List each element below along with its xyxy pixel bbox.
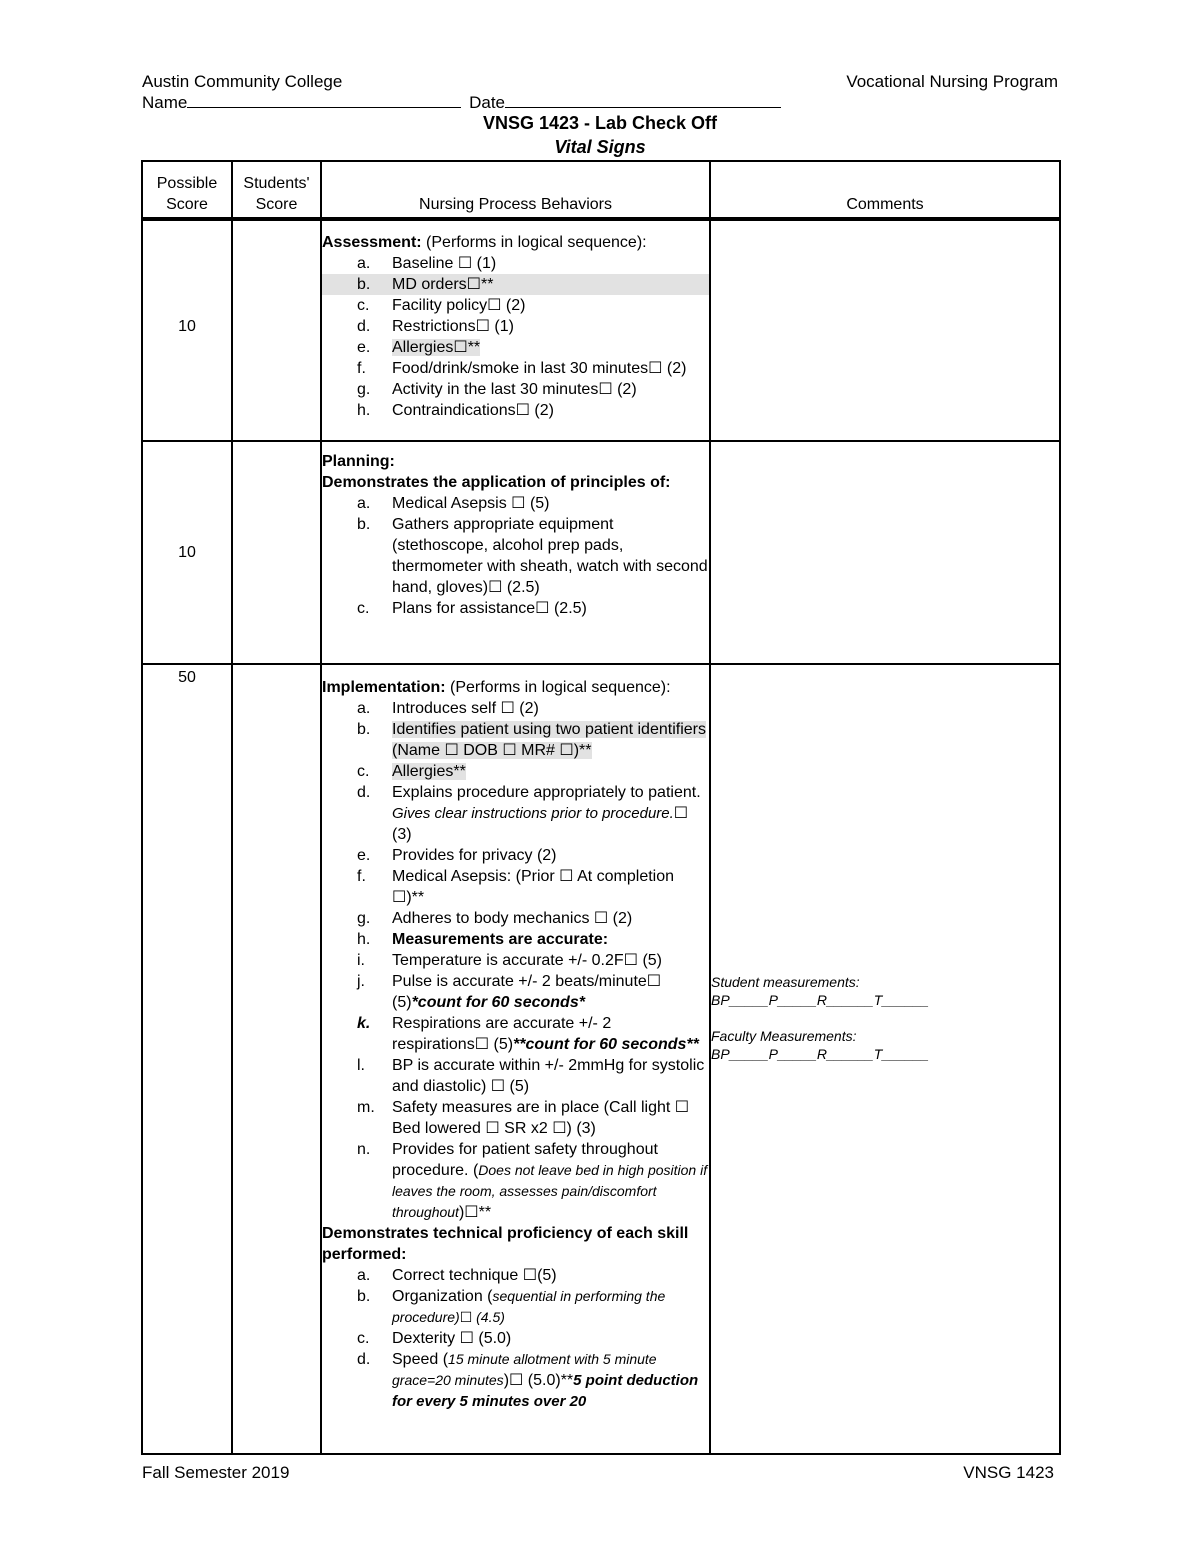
students-score-header: Students' Score [232, 161, 321, 219]
page-subtitle: Vital Signs [554, 137, 646, 157]
assessment-title: Assessment: [322, 234, 422, 251]
college-name: Austin Community College [142, 72, 343, 91]
list-item: a. Baseline ☐ (1) [357, 255, 497, 272]
name-date-line [142, 93, 781, 113]
program-name: Vocational Nursing Program [846, 72, 1058, 91]
list-item: a. Medical Asepsis ☐ (5) [357, 495, 550, 512]
list-item: h. Measurements are accurate: [357, 931, 609, 948]
list-item: m. Safety measures are in place (Call light ☐ Bed lowered ☐ SR x2 ☐) (3) [357, 1099, 690, 1137]
list-item: a. Introduces self ☐ (2) [357, 700, 539, 717]
implementation-list [322, 698, 709, 1223]
implementation-behaviors: Implementation: (Performs in logical sequence): a. Introduces self ☐ (2) b. Identifies patient using two patient identifiers (Name ☐ DOB ☐ MR# ☐)** c. Allergies** d. Explains procedure appropriately to patient. Gives clear instructions prior to procedure.☐ (3) e. Provides for privacy (2) f. Medical Asepsis: (Prior ☐ At completion ☐)** g. Adheres to body mechanics ☐ (2) h. Measurements are accurate: i. Temperature is accurate +/- 0.2F☐ (5) j. Pulse is accurate +/- 2 beats/minute☐ (5)*count for 60 seconds* k. Respirations are accurate +/- 2 respirations☐ (5)**count for 60 seconds** l. BP is accurate within +/- 2mmHg for systolic and diastolic) ☐ (5) m. Safety measures are in place (Call light ☐ Bed lowered ☐ SR x2 ☐) (3) n. Provides for patient safety throughout procedure. (Does not leave bed in high position if leaves the room, assesses pain/discomfort throughout)☐** Demonstrates technical proficiency of each skill performed: a. Correct technique ☐(5) b. Organization (sequential in performing the procedure)☐ (4.5) c. Dexterity ☐ (5.0) d. Speed (15 minute allotment with 5 minute grace=20 minutes)☐ (5.0)**5 point deduction for every 5 minutes over 20 [321, 664, 710, 1454]
list-item: g. Adheres to body mechanics ☐ (2) [357, 910, 633, 927]
table-header-row [142, 161, 1060, 219]
list-item: c. Dexterity ☐ (5.0) [357, 1330, 512, 1347]
date-blank[interactable] [505, 93, 781, 108]
implementation-comments[interactable] [710, 664, 1060, 1454]
footer-course: VNSG 1423 [963, 1463, 1054, 1482]
list-item: f. Food/drink/smoke in last 30 minutes☐ (2) [357, 360, 687, 377]
list-item: c. Facility policy☐ (2) [357, 297, 526, 314]
assessment-comments[interactable] [710, 219, 1060, 441]
list-item: b. MD orders☐** [322, 274, 709, 295]
assessment-row [142, 219, 1060, 441]
name-blank[interactable] [187, 93, 461, 108]
list-item: a. Correct technique ☐(5) [357, 1267, 557, 1284]
footer-semester: Fall Semester 2019 [142, 1463, 290, 1482]
planning-subtitle: Demonstrates the application of principles of: [322, 474, 671, 491]
assessment-behaviors: Assessment: (Performs in logical sequence): a. Baseline ☐ (1) b. MD orders☐** c. Facility policy☐ (2) d. Restrictions☐ (1) e. Allergies☐** f. Food/drink/smoke in last 30 minutes☐ (2) g. Activity in the last 30 minutes☐ (2) h. Contraindications☐ (2) [321, 219, 710, 441]
list-item: n. Provides for patient safety throughout procedure. (Does not leave bed in high position if leaves the room, assesses pain/discomfort throughout)☐** [357, 1141, 708, 1221]
page-title: VNSG 1423 - Lab Check Off [482, 113, 718, 133]
list-item: l. BP is accurate within +/- 2mmHg for systolic and diastolic) ☐ (5) [357, 1057, 705, 1095]
implementation-student-score[interactable] [232, 664, 321, 1454]
list-item: g. Activity in the last 30 minutes☐ (2) [357, 381, 637, 398]
comments-header: Comments [710, 161, 1060, 219]
assessment-list [322, 253, 709, 421]
planning-list [322, 493, 709, 619]
implementation-title: Implementation: [322, 679, 446, 696]
list-item: e. Provides for privacy (2) [357, 847, 557, 864]
date-label: Date [469, 93, 506, 112]
implementation-possible-score: 50 [142, 664, 232, 1454]
name-label: Name [142, 93, 188, 112]
proficiency-title: Demonstrates technical proficiency of each skill performed: [322, 1225, 689, 1263]
list-item: b. Gathers appropriate equipment (stethoscope, alcohol prep pads, thermometer with sheath, watch with second hand, gloves)☐ (2.5) [357, 516, 708, 596]
faculty-measurements-line[interactable]: BP_____P_____R______T______ [711, 1046, 929, 1062]
list-item: d. Explains procedure appropriately to patient. Gives clear instructions prior to procedure.☐ (3) [357, 784, 701, 843]
list-item: c. Plans for assistance☐ (2.5) [357, 600, 587, 617]
planning-row [142, 441, 1060, 664]
checkoff-table [141, 160, 1061, 1455]
list-item: b. Organization (sequential in performing the procedure)☐ (4.5) [357, 1288, 666, 1325]
assessment-student-score[interactable] [232, 219, 321, 441]
planning-student-score[interactable] [232, 441, 321, 664]
planning-title: Planning: [322, 453, 395, 470]
assessment-possible-score: 10 [142, 219, 232, 441]
list-item: c. Allergies** [357, 763, 466, 780]
list-item: b. Identifies patient using two patient identifiers (Name ☐ DOB ☐ MR# ☐)** [357, 721, 706, 759]
planning-comments[interactable] [710, 441, 1060, 664]
implementation-row [142, 664, 1060, 1454]
faculty-measurements-label: Faculty Measurements: [711, 1028, 857, 1044]
list-item: e. Allergies☐** [357, 339, 481, 356]
list-item: h. Contraindications☐ (2) [357, 402, 554, 419]
proficiency-list [322, 1265, 709, 1412]
list-item: d. Speed (15 minute allotment with 5 minute grace=20 minutes)☐ (5.0)**5 point deduction for every 5 minutes over 20 [357, 1351, 699, 1410]
planning-behaviors [321, 441, 710, 664]
list-item: j. Pulse is accurate +/- 2 beats/minute☐ (5)*count for 60 seconds* [357, 973, 662, 1011]
list-item: d. Restrictions☐ (1) [357, 318, 514, 335]
student-measurements-label: Student measurements: [711, 974, 860, 990]
list-item: f. Medical Asepsis: (Prior ☐ At completion ☐)** [357, 868, 675, 906]
planning-possible-score: 10 [142, 441, 232, 664]
list-item: i. Temperature is accurate +/- 0.2F☐ (5) [357, 952, 662, 969]
list-item: k. Respirations are accurate +/- 2 respirations☐ (5)**count for 60 seconds** [357, 1015, 699, 1053]
possible-score-header: Possible Score [142, 161, 232, 219]
behaviors-header: Nursing Process Behaviors [321, 161, 710, 219]
student-measurements-line[interactable]: BP_____P_____R______T______ [711, 992, 929, 1008]
